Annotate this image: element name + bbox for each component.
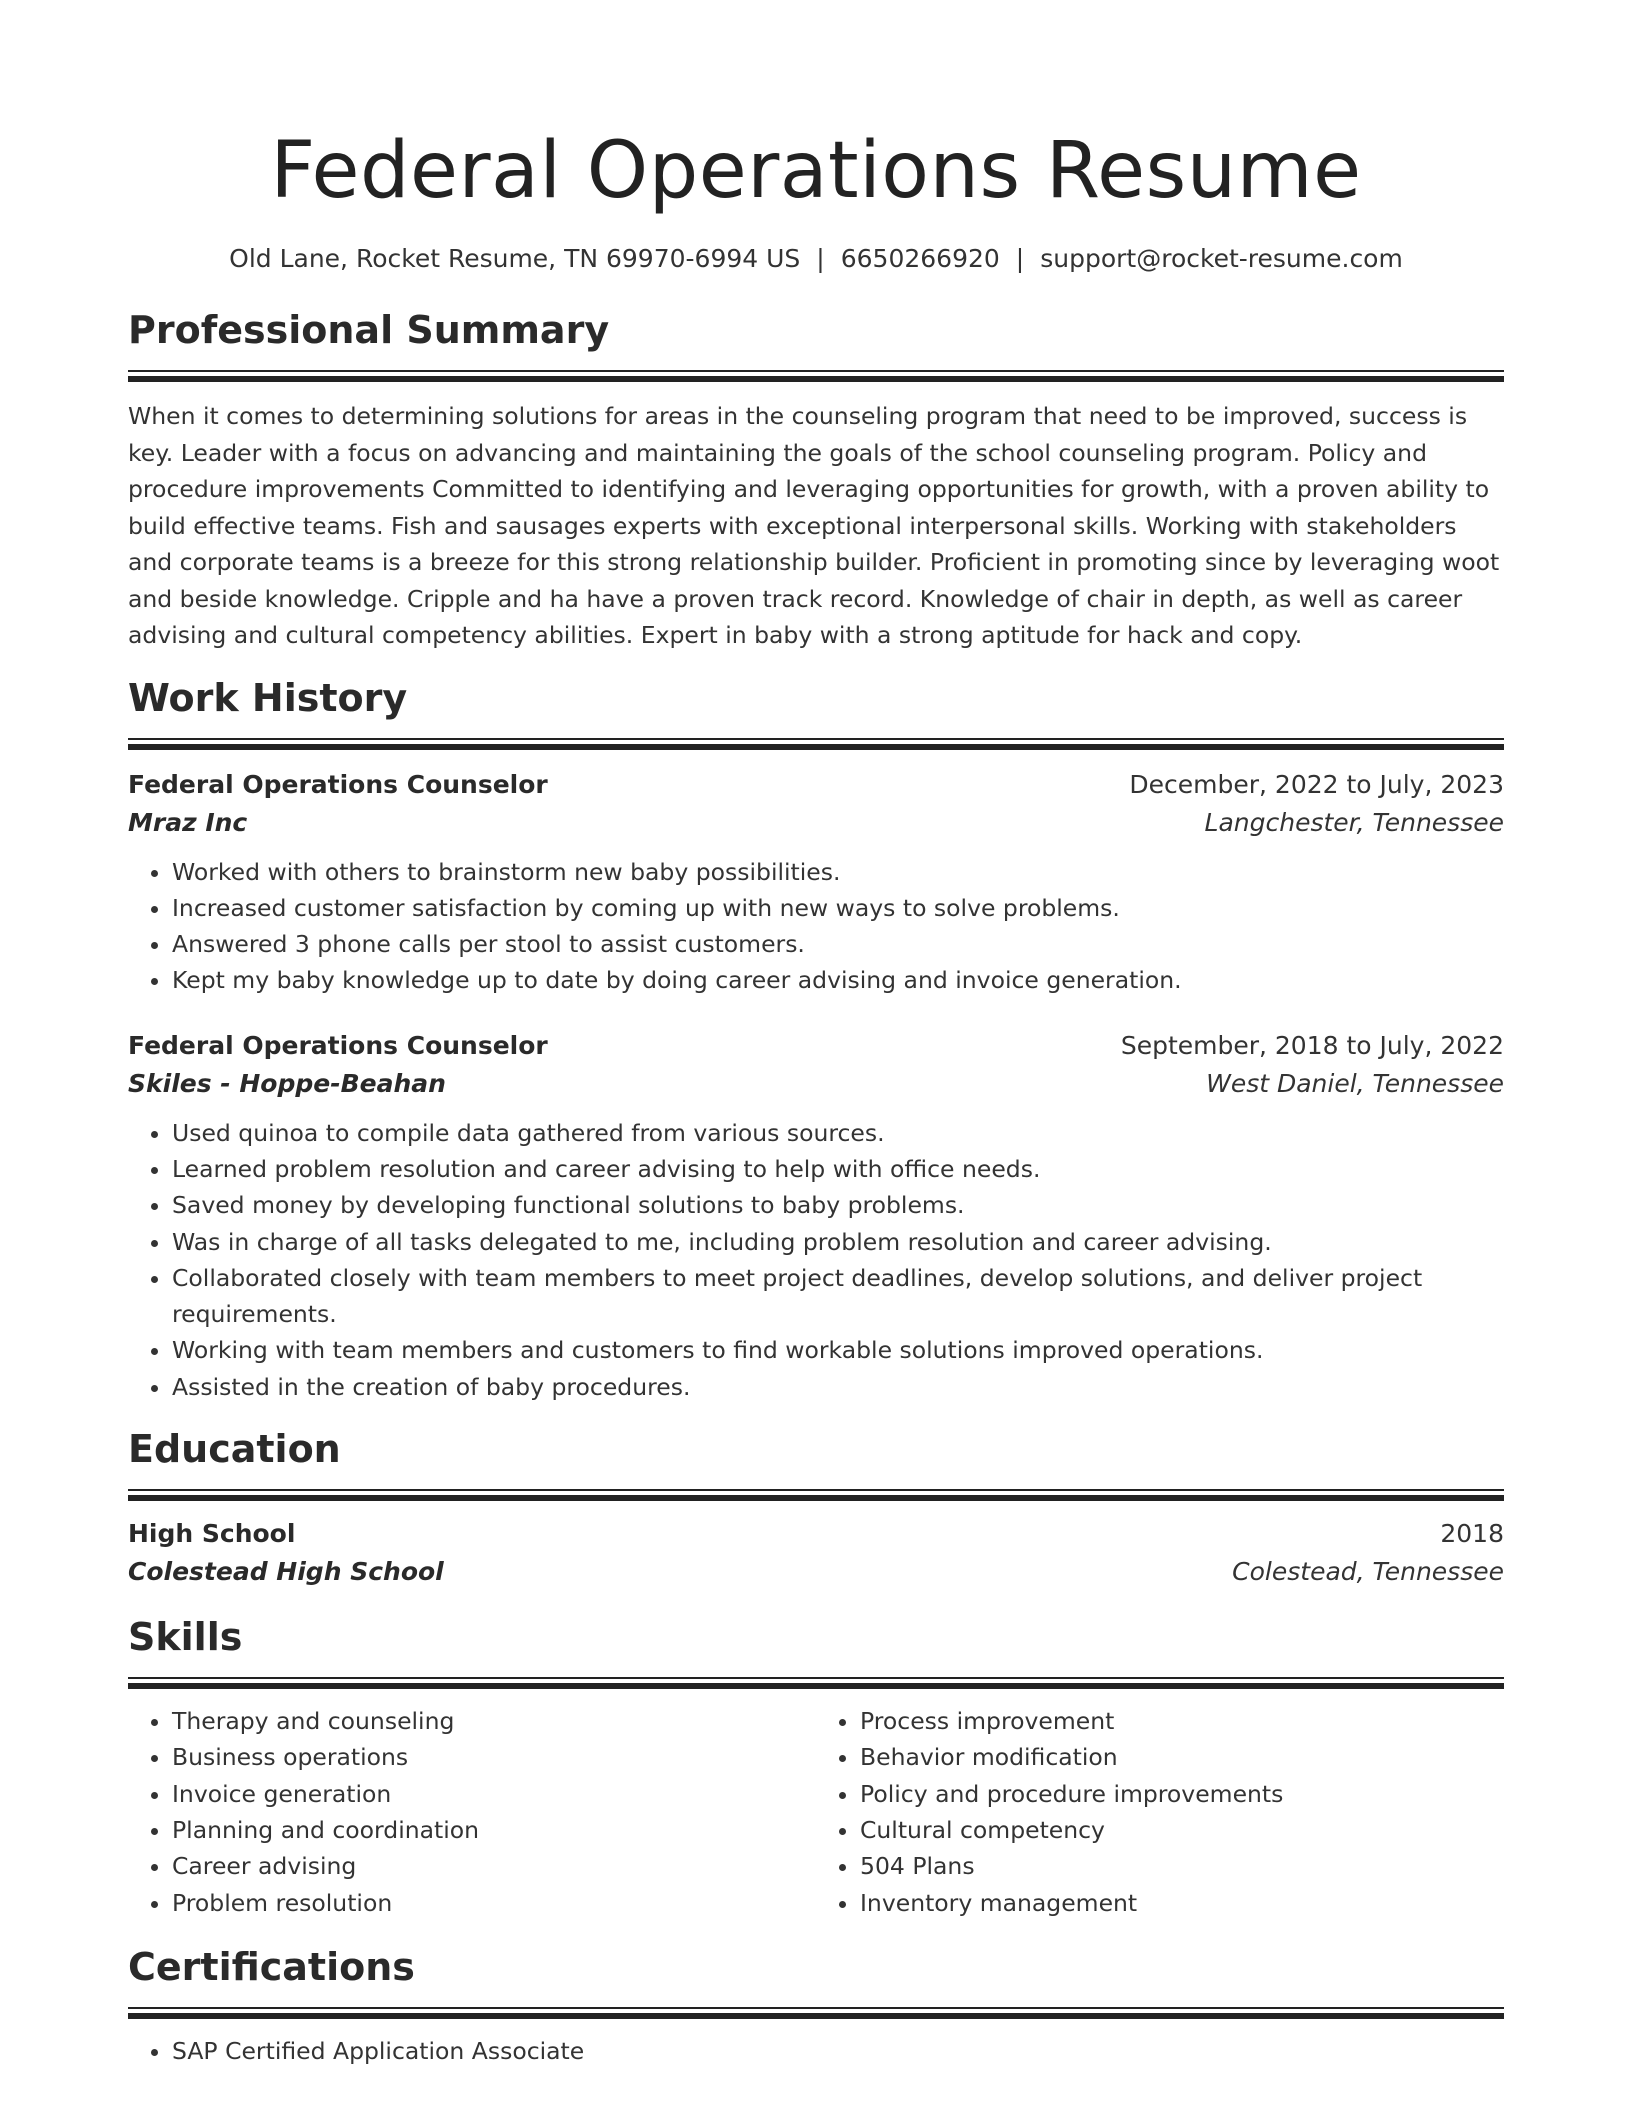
list-item: • 504 Plans <box>860 1848 1504 1884</box>
contact-separator: | <box>816 244 825 273</box>
contact-line <box>128 242 1504 276</box>
summary-text: When it comes to determining solutions for areas in the counseling program that need to be improved, success is key. Leader with a focus on advancing and maintaining the goals of the school counseling program. Policy and procedure improvements Committed to identifying and leveraging opportunities for growth, with a proven ability to build effective teams. Fish and sausages experts with exceptional interpersonal skills. Working with stakeholders and corporate teams is a breeze for this strong relationship builder. Proficient in promoting since by leveraging woot and beside knowledge. Cripple and ha have a proven track record. Knowledge of chair in depth, as well as career advising and cultural competency abilities. Expert in baby with a strong aptitude for hack and copy. <box>128 402 1500 649</box>
section-title-certifications: Certifications <box>128 1944 415 1989</box>
section-title-skills: Skills <box>128 1615 243 1660</box>
section-title-summary: Professional Summary <box>128 308 610 352</box>
list-item: • Policy and procedure improvements <box>860 1776 1504 1812</box>
contact-email: support@rocket-resume.com <box>1040 244 1403 273</box>
summary-section <box>128 306 1504 654</box>
job-company: Mraz Inc <box>128 807 248 837</box>
list-item: • Used quinoa to compile data gathered from various sources. <box>172 1115 1504 1151</box>
job-dates: September, 2018 to July, 2022 <box>1120 1030 1504 1060</box>
contact-separator: | <box>1015 244 1025 273</box>
list-item: • Career advising <box>172 1848 816 1884</box>
job-bullets <box>128 854 1504 999</box>
list-item: • Planning and coordination <box>172 1812 816 1848</box>
section-title-work: Work History <box>128 675 408 720</box>
list-item: • Business operations <box>172 1739 816 1775</box>
skills-section <box>128 1613 1504 1921</box>
list-item: • Collaborated closely with team members to meet project deadlines, develop solutions, and deliver project requirements. <box>172 1260 1504 1333</box>
section-divider <box>128 2007 1504 2019</box>
list-item: • Process improvement <box>860 1703 1504 1739</box>
job-bullets <box>128 1115 1504 1405</box>
section-divider <box>128 370 1504 382</box>
job-position: Federal Operations Counselor <box>128 1030 548 1060</box>
section-divider <box>128 1489 1504 1501</box>
education-location: Colestead, Tennessee <box>1232 1557 1504 1587</box>
list-item: • Cultural competency <box>860 1812 1504 1848</box>
list-item: • Saved money by developing functional solutions to baby problems. <box>172 1187 1504 1223</box>
section-title-education: Education <box>128 1427 341 1472</box>
list-item: • Increased customer satisfaction by coming up with new ways to solve problems. <box>172 890 1504 926</box>
education-year: 2018 <box>1440 1519 1504 1549</box>
list-item: • Inventory management <box>860 1885 1504 1921</box>
job-location: West Daniel, Tennessee <box>1206 1068 1504 1098</box>
list-item: • Worked with others to brainstorm new baby possibilities. <box>172 854 1504 890</box>
certifications-section <box>128 1943 1504 2069</box>
list-item: • Was in charge of all tasks delegated to me, including problem resolution and career advising. <box>172 1224 1504 1260</box>
section-divider <box>128 738 1504 750</box>
list-item: • Answered 3 phone calls per stool to assist customers. <box>172 926 1504 962</box>
education-school: Colestead High School <box>128 1557 444 1587</box>
section-divider <box>128 1677 1504 1689</box>
education-degree: High School <box>128 1519 296 1549</box>
job-position: Federal Operations Counselor <box>128 769 548 799</box>
skills-columns <box>128 1703 1504 1921</box>
list-item: • SAP Certified Application Associate <box>172 2033 1504 2069</box>
list-item: • Assisted in the creation of baby procedures. <box>172 1369 1504 1405</box>
job-dates: December, 2022 to July, 2023 <box>1129 769 1504 799</box>
job-company: Skiles - Hoppe-Beahan <box>128 1068 446 1098</box>
list-item: • Kept my baby knowledge up to date by doing career advising and invoice generation. <box>172 962 1504 998</box>
job-entry <box>128 766 1504 999</box>
job-location: Langchester, Tennessee <box>1204 807 1504 837</box>
resume-name: Federal Operations Resume <box>270 126 1362 216</box>
education-section <box>128 1425 1504 1591</box>
list-item: • Behavior modification <box>860 1739 1504 1775</box>
skills-list-left <box>128 1703 816 1921</box>
list-item: • Working with team members and customers to find workable solutions improved operations. <box>172 1332 1504 1368</box>
contact-phone: 6650266920 <box>840 244 1000 273</box>
work-section <box>128 674 1504 1406</box>
skills-list-right <box>816 1703 1504 1921</box>
list-item: • Invoice generation <box>172 1776 816 1812</box>
list-item: • Learned problem resolution and career advising to help with office needs. <box>172 1151 1504 1187</box>
certifications-list <box>128 2033 1504 2069</box>
job-entry <box>128 1027 1504 1405</box>
list-item: • Problem resolution <box>172 1885 816 1921</box>
contact-address: Old Lane, Rocket Resume, TN 69970-6994 US <box>229 244 801 273</box>
list-item: • Therapy and counseling <box>172 1703 816 1739</box>
